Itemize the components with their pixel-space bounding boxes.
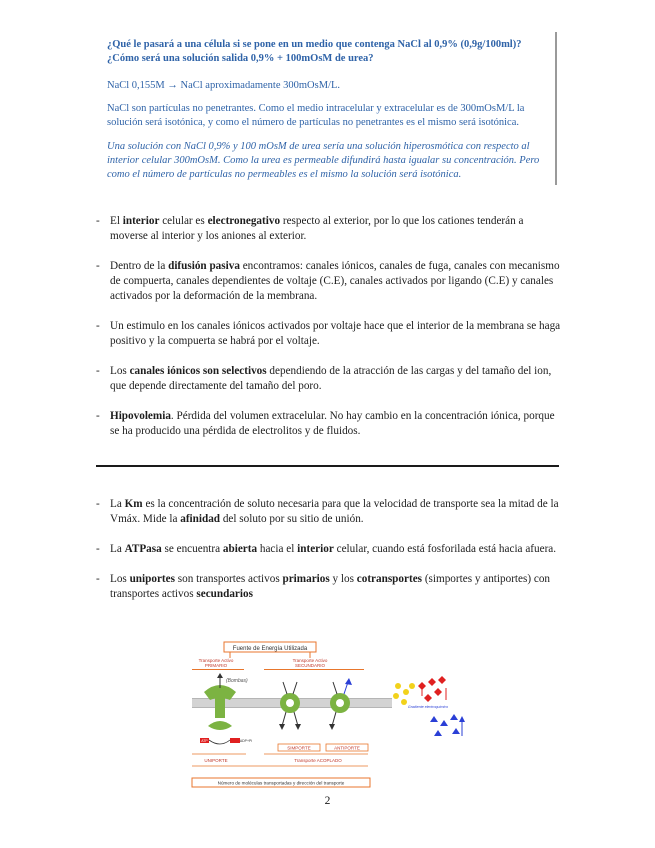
bold-term: interior	[297, 542, 334, 555]
bullet-text: Los	[110, 572, 130, 585]
primary-label-2: PRIMARIO	[204, 663, 228, 668]
bullet-item	[96, 497, 562, 527]
bold-term: interior	[122, 215, 160, 227]
bullet-dash: -	[96, 364, 100, 377]
bullet-dash: -	[96, 542, 100, 555]
figure-header: Fuente de Energía Utilizada	[232, 646, 308, 652]
bullet-item	[96, 259, 562, 305]
bullet-text: hacia el	[257, 542, 298, 555]
bullet-text: La	[110, 498, 125, 510]
pump-protein-bottom	[208, 721, 232, 730]
antiport-label: ANTIPORTE	[334, 745, 360, 751]
bullet-text: (simportes y antiportes) con transportes activos	[110, 572, 551, 600]
exercise-paragraph-isotonic: NaCl son partículas no penetrantes. Como el medio intracelular y extracelular es de 300mOsM/L la solución será isotónica, y como el número de partículas no penetrantes es el mismo será isotónica.	[107, 103, 525, 128]
uniport-label: UNIPORTE	[204, 758, 228, 763]
bullet-text: La	[110, 542, 125, 555]
page-number: 2	[324, 795, 331, 807]
bullet-text: celular, cuando está fosforilada está hacia afuera.	[333, 542, 557, 555]
exercise-question: ¿Qué le pasará a una célula si se pone en un medio que contenga NaCl al 0,9% (0,9g/100ml)? ¿Cómo será una solución salida 0,9% + 100mOsM de urea?	[107, 39, 522, 64]
bullet-text: celular es	[159, 215, 208, 227]
bullet-item	[96, 542, 562, 557]
bullet-text: del soluto por su sitio de unión.	[220, 513, 364, 526]
exercise-paragraph-urea: Una solución con NaCl 0,9% y 100 mOsM de urea sería una solución hiperosmótica con respecto al interior celular 300mOsM. Como la urea es permeable difundirá hasta igualar su concentración. Pero como el número de partículas no permeables es el mismo la solución será isotónica.	[107, 141, 540, 180]
bold-term: Hipovolemia	[110, 409, 171, 422]
bullet-text: se encuentra	[161, 542, 223, 555]
bullet-dash: -	[96, 320, 100, 333]
bullet-list-bottom	[96, 497, 562, 602]
bullet-item	[96, 572, 562, 602]
bullet-dash: -	[96, 215, 100, 227]
bullet-item	[96, 214, 562, 244]
bullet-item	[96, 409, 562, 439]
section-divider	[96, 465, 559, 467]
symport-label: SIMPORTE	[287, 745, 311, 751]
bold-term: uniportes	[129, 572, 175, 585]
bold-term: electronegativo	[207, 215, 281, 227]
bullet-text: Dentro de la	[110, 259, 169, 272]
adp-label: ADP+Pi	[239, 739, 253, 743]
bullet-text: El	[110, 215, 123, 227]
bullet-text: son transportes activos	[174, 572, 283, 585]
bullet-dash: -	[96, 572, 100, 585]
bullet-list-top	[96, 214, 562, 439]
bold-term: canales iónicos son selectivos	[129, 364, 267, 377]
pump-stem	[215, 696, 225, 718]
bullet-text: respecto al exterior, por lo que los cationes tenderán a moverse al interior y los aniones al exterior.	[110, 215, 524, 243]
bullet-dash: -	[96, 259, 100, 272]
bullet-item	[96, 364, 562, 394]
bold-term: ATPasa	[124, 542, 162, 555]
gradient-label: Gradiente electroquímico	[407, 705, 449, 709]
primary-label-1: Transporte Activo	[198, 658, 234, 663]
acoplado-label: Transporte ACOPLADO	[294, 758, 342, 763]
secondary-label-2: SECUNDARIO	[294, 663, 326, 668]
bullet-text: Un estimulo en los canales iónicos activados por voltaje hace que el interior de la membrana se haga positivo y la compuerta se habrá por el voltaje.	[110, 320, 561, 348]
bold-term: afinidad	[180, 513, 221, 526]
pump-label: (Bombas)	[226, 678, 248, 684]
bullet-text: y los	[329, 572, 357, 585]
bold-term: Km	[124, 498, 143, 510]
bullet-text: es la concentración de soluto necesaria para que la velocidad de transporte sea la mitad de la Vmáx. Mide la	[110, 498, 559, 526]
transport-diagram	[190, 640, 468, 790]
bullet-dash: -	[96, 498, 100, 510]
bullet-text: encontramos: canales iónicos, canales de fuga, canales con mecanismo de compuerta, canales dependientes de voltaje (C.E), canales activados por ligando (C.E) y canales activados por la deformación de la membrana.	[110, 259, 560, 303]
figure-footer: Número de moléculas transportadas y dirección del transporte	[217, 780, 345, 786]
exercise-nacl-line: NaCl 0,155M → NaCl aproximadamente 300mOsM/L.	[107, 80, 341, 91]
bold-term: abierta	[222, 542, 258, 555]
bullet-dash: -	[96, 409, 100, 422]
bold-term: difusión pasiva	[168, 259, 240, 272]
atp-label: ATP	[201, 739, 208, 743]
bold-term: secundarios	[196, 587, 253, 600]
secondary-label-1: Transporte Activo	[292, 658, 328, 663]
exercise-callout	[97, 32, 557, 185]
bullet-text: dependiendo de la atracción de las cargas y del tamaño del ion, que depende directamente del tamaño del poro.	[110, 364, 552, 393]
bullet-item	[96, 319, 562, 349]
adp-box	[230, 738, 240, 743]
bold-term: cotransportes	[356, 572, 423, 585]
bullet-text: Los	[110, 364, 130, 377]
bullet-text: . Pérdida del volumen extracelular. No hay cambio en la concentración iónica, porque se ha producido una pérdida de electrolitos y de fluidos.	[110, 409, 555, 438]
bold-term: primarios	[282, 572, 330, 585]
